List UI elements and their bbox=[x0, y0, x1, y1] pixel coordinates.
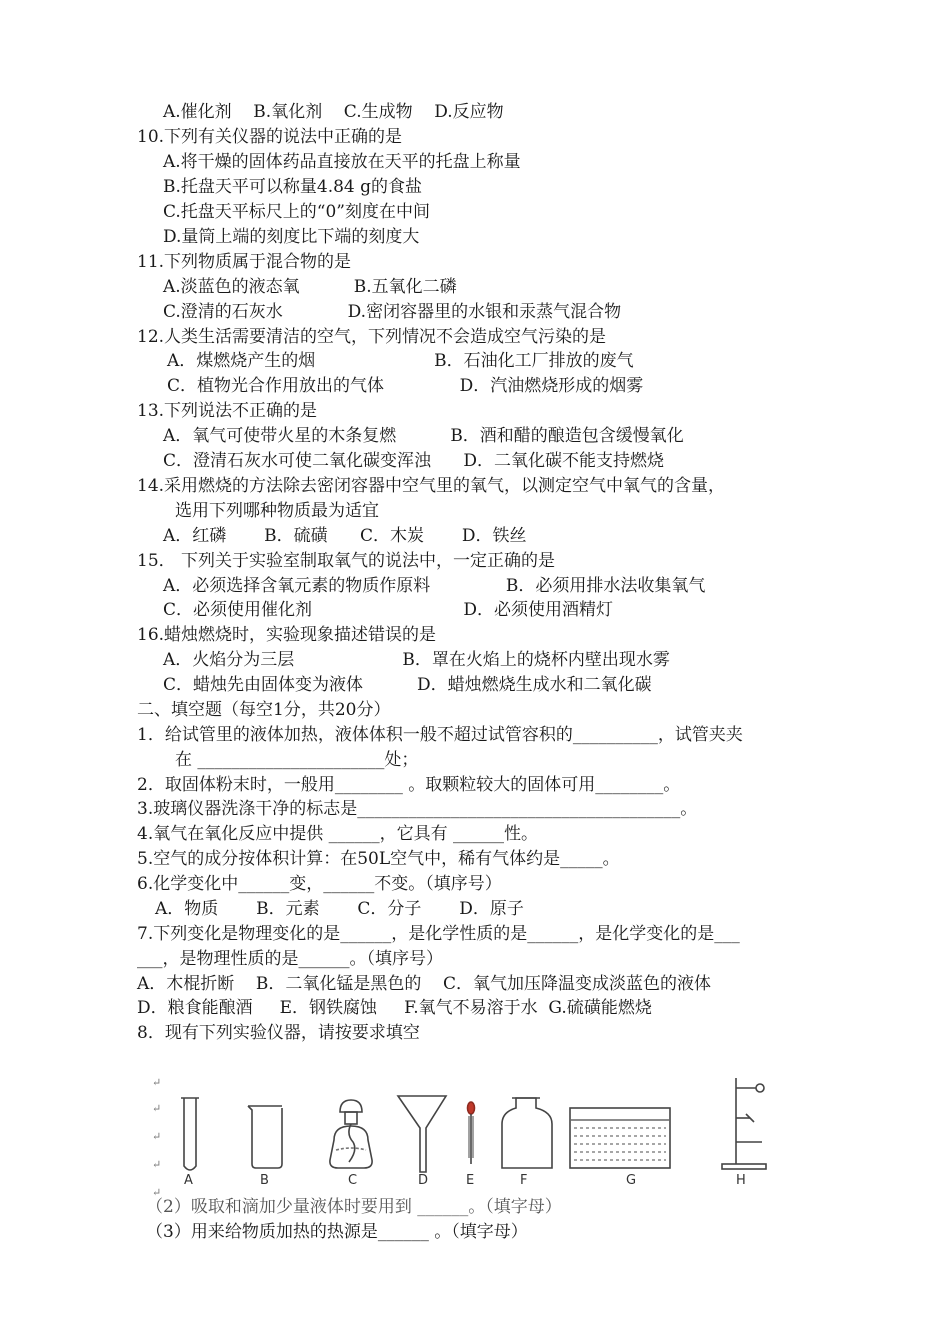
section-heading: 二、填空题（每空1分，共20分） bbox=[137, 700, 391, 720]
q14-stem: 14.采用燃烧的方法除去密闭容器中空气里的氧气，以测定空气中氧气的含量， bbox=[137, 476, 726, 496]
q16-stem: 16.蜡烛燃烧时，实验现象描述错误的是 bbox=[137, 625, 437, 645]
q15-options-ab: A．必须选择含氧元素的物质作原料 B．必须用排水法收集氧气 bbox=[163, 576, 706, 596]
return-mark: ↵ bbox=[152, 1158, 162, 1171]
q15-stem: 15． 下列关于实验室制取氧气的说法中，一定正确的是 bbox=[137, 551, 556, 571]
q10-stem: 10.下列有关仪器的说法中正确的是 bbox=[137, 127, 403, 147]
beaker-icon bbox=[248, 1106, 282, 1168]
gas-jar-icon bbox=[502, 1098, 552, 1168]
fill-q4: 4.氧气在氧化反应中提供 ______，它具有 ______性。 bbox=[137, 824, 539, 844]
iron-stand-icon bbox=[722, 1078, 766, 1169]
q13-stem: 13.下列说法不正确的是 bbox=[137, 401, 318, 421]
water-trough-icon bbox=[570, 1108, 670, 1168]
q15-options-cd: C．必须使用催化剂 D．必须使用酒精灯 bbox=[163, 600, 613, 620]
q16-options-cd: C．蜡烛先由固体变为液体 D．蜡烛燃烧生成水和二氧化碳 bbox=[163, 675, 652, 695]
label-a: A bbox=[184, 1173, 193, 1188]
label-e: E bbox=[466, 1173, 475, 1188]
fill-q7-options-1: A．木棍折断 B．二氧化锰是黑色的 C．氧气加压降温变成淡蓝色的液体 bbox=[137, 974, 712, 994]
test-tube-icon bbox=[181, 1098, 199, 1170]
label-f: F bbox=[520, 1173, 528, 1188]
dropper-icon bbox=[468, 1102, 475, 1164]
q10-option-c: C.托盘天平标尺上的“0”刻度在中间 bbox=[163, 202, 431, 222]
fill-q8-part2: （2）吸取和滴加少量液体时要用到 ______。（填字母） bbox=[146, 1197, 562, 1217]
fill-q1-cont: 在 ______________________处； bbox=[175, 750, 419, 770]
label-c: C bbox=[348, 1173, 358, 1188]
fill-q7-cont: ___，是物理性质的是______。（填序号） bbox=[137, 949, 443, 969]
fill-q7-options-2: D．粮食能酿酒 E．钢铁腐蚀 F.氧气不易溶于水 G.硫磺能燃烧 bbox=[137, 998, 652, 1018]
q12-options-cd: C．植物光合作用放出的气体 D．汽油燃烧形成的烟雾 bbox=[167, 376, 644, 396]
q10-option-b: B.托盘天平可以称量4.84 g的食盐 bbox=[163, 177, 423, 197]
q13-options-cd: C．澄清石灰水可使二氧化碳变浑浊 D．二氧化碳不能支持燃烧 bbox=[163, 451, 665, 471]
q16-options-ab: A．火焰分为三层 B．罩在火焰上的烧杯内壁出现水雾 bbox=[163, 650, 670, 670]
funnel-icon bbox=[398, 1096, 446, 1172]
return-mark: ↵ bbox=[152, 1076, 162, 1089]
label-b: B bbox=[260, 1173, 269, 1188]
return-mark: ↵ bbox=[152, 1130, 162, 1143]
q12-stem: 12.人类生活需要清洁的空气，下列情况不会造成空气污染的是 bbox=[137, 327, 607, 347]
return-mark: ↵ bbox=[152, 1102, 162, 1115]
q14-stem-cont: 选用下列哪种物质最为适宜 bbox=[175, 501, 379, 521]
q12-options-ab: A．煤燃烧产生的烟 B．石油化工厂排放的废气 bbox=[167, 351, 634, 371]
fill-q8: 8．现有下列实验仪器，请按要求填空 bbox=[137, 1023, 420, 1043]
q9-options: A.催化剂 B.氧化剂 C.生成物 D.反应物 bbox=[163, 102, 504, 122]
q14-options: A．红磷 B．硫磺 C．木炭 D．铁丝 bbox=[163, 526, 527, 546]
fill-q6-options: A．物质 B．元素 C．分子 D．原子 bbox=[155, 899, 524, 919]
fill-q6: 6.化学变化中______变，______不变。（填序号） bbox=[137, 874, 502, 894]
alcohol-lamp-icon bbox=[330, 1100, 372, 1168]
fill-q2: 2．取固体粉末时，一般用________ 。取颗粒较大的固体可用________。 bbox=[137, 775, 681, 795]
fill-q1: 1．给试管里的液体加热，液体体积一般不超过试管容积的__________，试管夹夹 bbox=[137, 725, 743, 745]
label-d: D bbox=[418, 1173, 429, 1188]
q10-option-a: A.将干燥的固体药品直接放在天平的托盘上称量 bbox=[163, 152, 521, 172]
q11-options-ab: A.淡蓝色的液态氧 B.五氧化二磷 bbox=[163, 277, 457, 297]
q13-options-ab: A．氧气可使带火星的木条复燃 B．酒和醋的酿造包含缓慢氧化 bbox=[163, 426, 684, 446]
fill-q5: 5.空气的成分按体积计算：在50L空气中，稀有气体约是_____。 bbox=[137, 849, 620, 869]
label-g: G bbox=[626, 1173, 637, 1188]
fill-q7: 7.下列变化是物理变化的是______，是化学性质的是______，是化学变化的是___ bbox=[137, 924, 740, 944]
fill-q3: 3.玻璃仪器洗涤干净的标志是______________________________________。 bbox=[137, 799, 698, 819]
q11-options-cd: C.澄清的石灰水 D.密闭容器里的水银和汞蒸气混合物 bbox=[163, 302, 622, 322]
fill-q8-part3: （3）用来给物质加热的热源是______ 。（填字母） bbox=[146, 1222, 528, 1242]
q11-stem: 11.下列物质属于混合物的是 bbox=[137, 252, 352, 272]
return-mark: ↵ bbox=[152, 1186, 162, 1199]
label-h: H bbox=[736, 1173, 746, 1188]
q10-option-d: D.量筒上端的刻度比下端的刻度大 bbox=[163, 227, 420, 247]
